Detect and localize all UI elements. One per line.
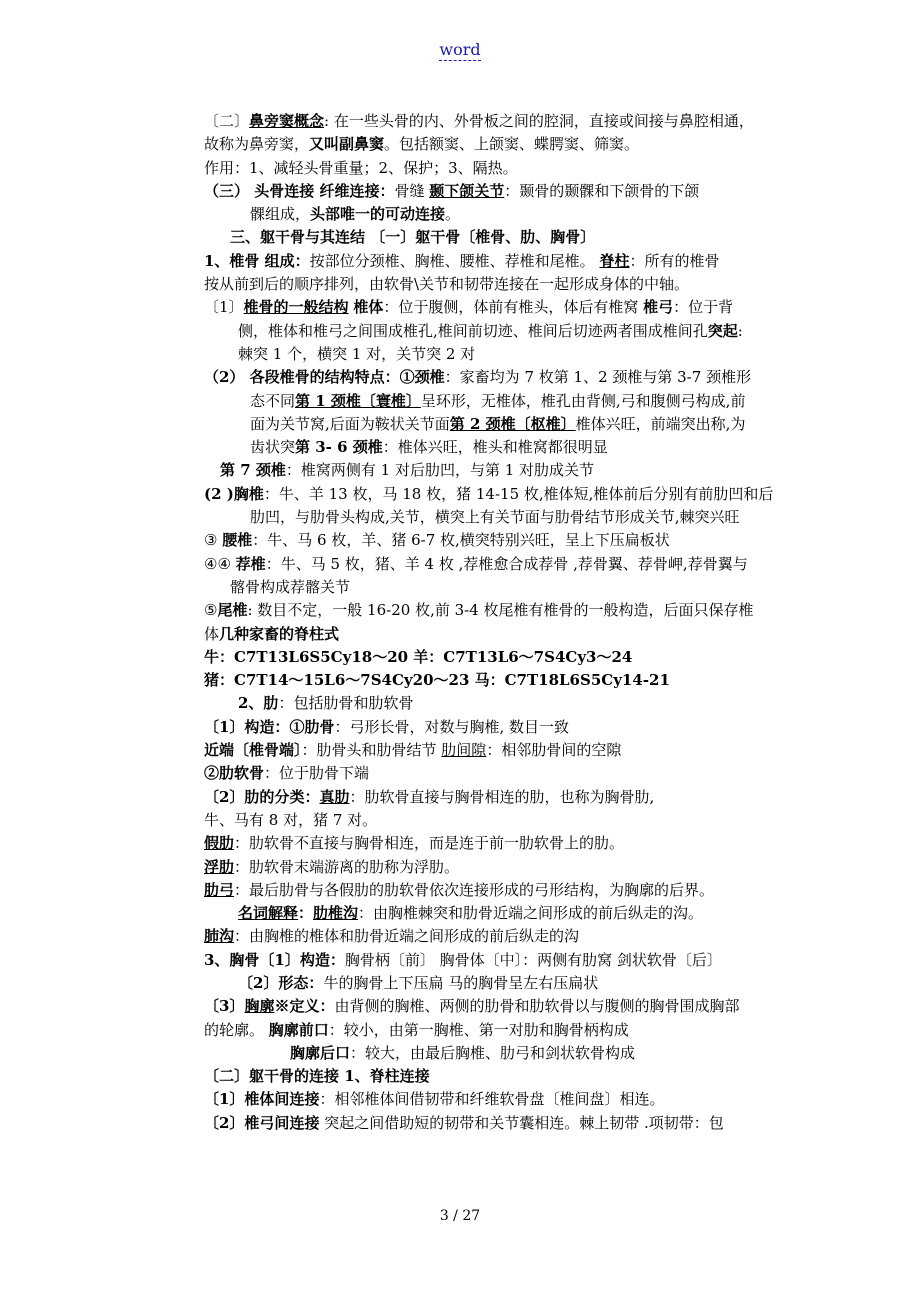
text-run: :: [737, 321, 743, 340]
text-run: 头部唯一的可动连接: [310, 205, 446, 224]
text-line: [204, 902, 794, 925]
text-run: 〔2〕肋的分类：: [204, 787, 320, 806]
text-run: 浮肋: [204, 857, 235, 876]
text-run: 第 3- 6 颈椎: [295, 438, 383, 457]
text-run: 骨缝: [394, 181, 430, 200]
text-run: 髁组成，: [250, 205, 311, 224]
text-run: 牛的胸骨上下压扁 马的胸骨呈左右压扁状: [323, 973, 599, 992]
text-line: [204, 506, 794, 529]
text-run: 。包括额窦、上颌窦、蝶腭窦、筛窦。: [384, 135, 640, 154]
text-run: 荐椎: [235, 554, 266, 573]
text-run: 几种家畜的脊柱式: [219, 624, 340, 643]
text-line: [204, 809, 794, 832]
text-run: 椎骨的一般结构: [243, 298, 349, 317]
text-run: 三、躯干骨与其连结 〔一〕躯干骨〔椎骨、肋、胸骨〕: [230, 228, 596, 247]
text-line: [204, 576, 794, 599]
text-run: 3、胸骨〔1〕构造：: [204, 950, 345, 969]
text-run: 按部位分颈椎、胸椎、腰椎、荐椎和尾椎。: [309, 251, 600, 270]
text-line: [204, 949, 794, 972]
text-run: 鼻旁窦概念: [249, 112, 325, 130]
text-line: [204, 436, 794, 459]
text-run: ：由胸椎的椎体和肋骨近端之间形成的前后纵走的沟: [234, 927, 580, 946]
text-run: 体: [204, 624, 220, 643]
text-run: 按从前到后的顺序排列，由软骨\关节和韧带连接在一起形成身体的中轴。: [204, 275, 690, 294]
text-run: 1、椎骨 组成：: [204, 251, 310, 270]
page-number: 3 / 27: [439, 1208, 481, 1224]
text-line: [204, 366, 794, 389]
text-line: [204, 250, 794, 273]
text-run: 胸廓后口: [290, 1043, 351, 1062]
text-run: 由背侧的胸椎、两侧的肋骨和肋软骨以与腹侧的胸骨围成胸部: [334, 997, 740, 1016]
text-run: ：牛、马 6 枚，羊、猪 6-7 枚,横突特别兴旺，呈上下压扁板状: [252, 531, 670, 550]
text-run: 呈环形，无椎体，椎孔由背侧,弓和腹侧弓构成,前: [420, 391, 746, 410]
text-run: 髂骨构成荐髂关节: [230, 577, 351, 596]
text-run: 齿状突: [250, 438, 296, 457]
text-run: 椎弓: [643, 298, 674, 317]
text-run: ※定义：: [274, 997, 335, 1016]
document-header: [0, 40, 920, 59]
text-run: 胸骨柄〔前〕 胸骨体〔中〕：两侧有肋窝 剑状软骨〔后〕: [344, 950, 722, 969]
text-run: 第 7 颈椎: [220, 461, 286, 480]
text-run: ：肋骨头和肋骨结节: [301, 741, 442, 760]
text-line: [204, 1042, 794, 1065]
text-line: [204, 739, 794, 762]
text-line: [204, 413, 794, 436]
text-run: 〔1〕椎体间连接: [204, 1090, 320, 1109]
text-run: 近端〔椎骨端〕: [204, 741, 302, 760]
header-title: word: [439, 40, 481, 59]
document-body: [204, 110, 794, 1135]
text-line: [204, 553, 794, 576]
text-run: 肋凹，与肋骨头构成,关节，横突上有关节面与肋骨结节形成关节,棘突兴旺: [250, 508, 740, 527]
text-run: : 数目不定，一般 16-20 枚,前 3-4 枚尾椎有椎骨的一般构造，后面只保存椎: [247, 601, 754, 620]
text-run: （2） 各段椎骨的结构特点：①颈椎: [204, 368, 445, 387]
text-line: [204, 692, 794, 715]
text-run: ：相邻肋骨间的空隙: [486, 741, 622, 760]
text-line: [204, 1019, 794, 1042]
text-run: 〔1〕: [204, 298, 244, 317]
text-line: [204, 972, 794, 995]
text-run: ：相邻椎体间借韧带和纤维软骨盘〔椎间盘〕相连。: [319, 1090, 665, 1109]
text-line: [204, 669, 794, 692]
text-line: [204, 110, 794, 133]
text-run: 尾椎: [217, 601, 248, 620]
text-run: ：肋软骨直接与胸骨相连的肋，也称为胸骨肋,: [349, 787, 655, 806]
text-run: ：牛、羊 13 枚，马 18 枚，猪 14-15 枚,椎体短,椎体前后分别有前肋凹和后: [263, 484, 774, 503]
text-run: 颞下颌关节: [429, 181, 505, 200]
text-run: 。: [445, 205, 461, 224]
text-run: ：位于背: [673, 298, 734, 317]
text-run: 牛、马有 8 对，猪 7 对。: [204, 810, 378, 829]
text-run: ：位于肋骨下端: [264, 764, 370, 783]
text-run: ④④: [204, 554, 236, 573]
text-run: ：所有的椎骨: [629, 251, 720, 270]
text-run: ：最后肋骨与各假肋的肋软骨依次连接形成的弓形结构，为胸廓的后界。: [234, 880, 715, 899]
text-run: ：牛、马 5 枚，猪、羊 4 枚 ,荐椎愈合成荐骨 ,荐骨翼、荐骨岬,荐骨翼与: [265, 554, 748, 573]
text-run: 面为关节窝,后面为鞍状关节面: [250, 414, 450, 433]
text-line: [204, 646, 794, 669]
section-heading: [204, 226, 794, 249]
text-run: 〔二〕躯干骨的连接 1、脊柱连接: [204, 1067, 430, 1086]
text-run: ：肋软骨不直接与胸骨相连，而是连于前一肋软骨上的肋。: [234, 834, 625, 853]
text-run: 第 2 颈椎〔枢椎〕: [449, 414, 576, 433]
text-run: 2、肋: [238, 694, 279, 713]
text-run: ：较小，由第一胸椎、第一对肋和胸骨柄构成: [328, 1020, 629, 1039]
text-line: [204, 320, 794, 343]
text-run: ③: [204, 531, 223, 550]
text-line: [204, 180, 794, 203]
text-run: 〔3〕: [204, 997, 245, 1016]
text-run: ：肋软骨末端游离的肋称为浮肋。: [234, 857, 460, 876]
text-run: 突起: [707, 321, 738, 340]
text-run: ②肋软骨: [204, 764, 265, 783]
text-run: ：较大，由最后胸椎、肋弓和剑状软骨构成: [350, 1043, 636, 1062]
text-run: 椎体: [353, 298, 384, 317]
text-line: [204, 786, 794, 809]
text-run: 胸廓前口: [268, 1020, 329, 1039]
text-run: 牛：C7T13L6S5Cy18～20 羊：C7T13L6～7S4Cy3～24: [204, 647, 633, 666]
text-run: : 在一些头骨的内、外骨板之间的腔洞，直接或间接与鼻腔相通，: [324, 112, 754, 130]
text-run: 故称为鼻旁窦，: [204, 135, 310, 154]
text-run: ：颞骨的颞髁和下颌骨的下颌: [504, 181, 700, 200]
text-line: [204, 203, 794, 226]
text-line: [204, 1112, 794, 1135]
text-run: 腰椎: [222, 531, 253, 550]
text-line: [204, 762, 794, 785]
text-run: 椎体兴旺，前端突出称,为: [575, 414, 746, 433]
text-run: ：弓形长骨，对数与胸椎, 数目一致: [334, 717, 569, 736]
text-run: 态不同: [250, 391, 296, 410]
text-run: 〔2〕椎弓间连接: [204, 1113, 320, 1132]
text-run: 〔2〕形态：: [238, 973, 324, 992]
section-heading: [204, 1065, 794, 1088]
text-line: [204, 879, 794, 902]
text-line: [204, 599, 794, 622]
text-line: [204, 390, 794, 413]
text-run: 第 1 颈椎〔寰椎〕: [295, 391, 421, 410]
text-run: ：包括肋骨和肋软骨: [278, 694, 414, 713]
text-run: 的轮廓。: [204, 1020, 269, 1039]
text-run: （三） 头骨连接 纤维连接：: [204, 181, 395, 200]
text-line: [204, 856, 794, 879]
text-line: [204, 296, 794, 319]
text-run: 作用：1、减轻头骨重量；2、保护；3、隔热。: [204, 158, 518, 177]
text-run: ：由胸椎棘突和肋骨近端之间形成的前后纵走的沟。: [358, 904, 704, 923]
text-run: 肺沟: [204, 927, 235, 946]
text-run: (2 )胸椎: [204, 484, 264, 503]
text-run: 假肋: [204, 834, 235, 853]
text-line: [204, 529, 794, 552]
text-run: ：椎窝两侧有 1 对后肋凹，与第 1 对肋成关节: [285, 461, 595, 480]
text-line: [204, 716, 794, 739]
text-run: ⑤: [204, 601, 218, 620]
text-line: [204, 157, 794, 180]
text-line: [204, 343, 794, 366]
text-line: [204, 459, 794, 482]
text-run: 肋弓: [204, 880, 235, 899]
text-line: [204, 832, 794, 855]
text-run: 猪：C7T14～15L6～7S4Cy20～23 马：C7T18L6S5Cy14-21: [204, 671, 670, 690]
text-run: 脊柱: [599, 251, 630, 270]
text-line: [204, 925, 794, 948]
text-run: 肋间隙: [441, 741, 487, 760]
text-run: ：位于腹侧，体前有椎头，体后有椎窝: [383, 298, 644, 317]
text-line: [204, 623, 794, 646]
text-run: 〔二〕: [204, 112, 250, 130]
text-run: ：: [298, 904, 314, 923]
text-run: 〔1〕构造：①肋骨: [204, 717, 335, 736]
text-run: 突起之间借助短的韧带和关节囊相连。棘上韧带 .项韧带：包: [319, 1113, 724, 1132]
text-run: ：家畜均为 7 枚第 1、2 颈椎与第 3-7 颈椎形: [444, 368, 752, 387]
text-run: ：椎体兴旺，椎头和椎窝都很明显: [382, 438, 608, 457]
text-line: [204, 995, 794, 1018]
text-line: [204, 133, 794, 156]
text-run: 名词解释: [238, 904, 299, 923]
text-line: [204, 273, 794, 296]
text-run: 胸廓: [244, 997, 275, 1016]
text-line: [204, 1088, 794, 1111]
text-run: 肋椎沟: [313, 904, 359, 923]
text-run: 又叫副鼻窦: [309, 135, 385, 154]
text-run: 真肋: [319, 787, 350, 806]
text-run: 侧，椎体和椎弓之间围成椎孔,椎间前切迹、椎间后切迹两者围成椎间孔: [238, 321, 708, 340]
text-line: [204, 483, 794, 506]
text-run: 棘突 1 个，横突 1 对，关节突 2 对: [238, 344, 476, 363]
